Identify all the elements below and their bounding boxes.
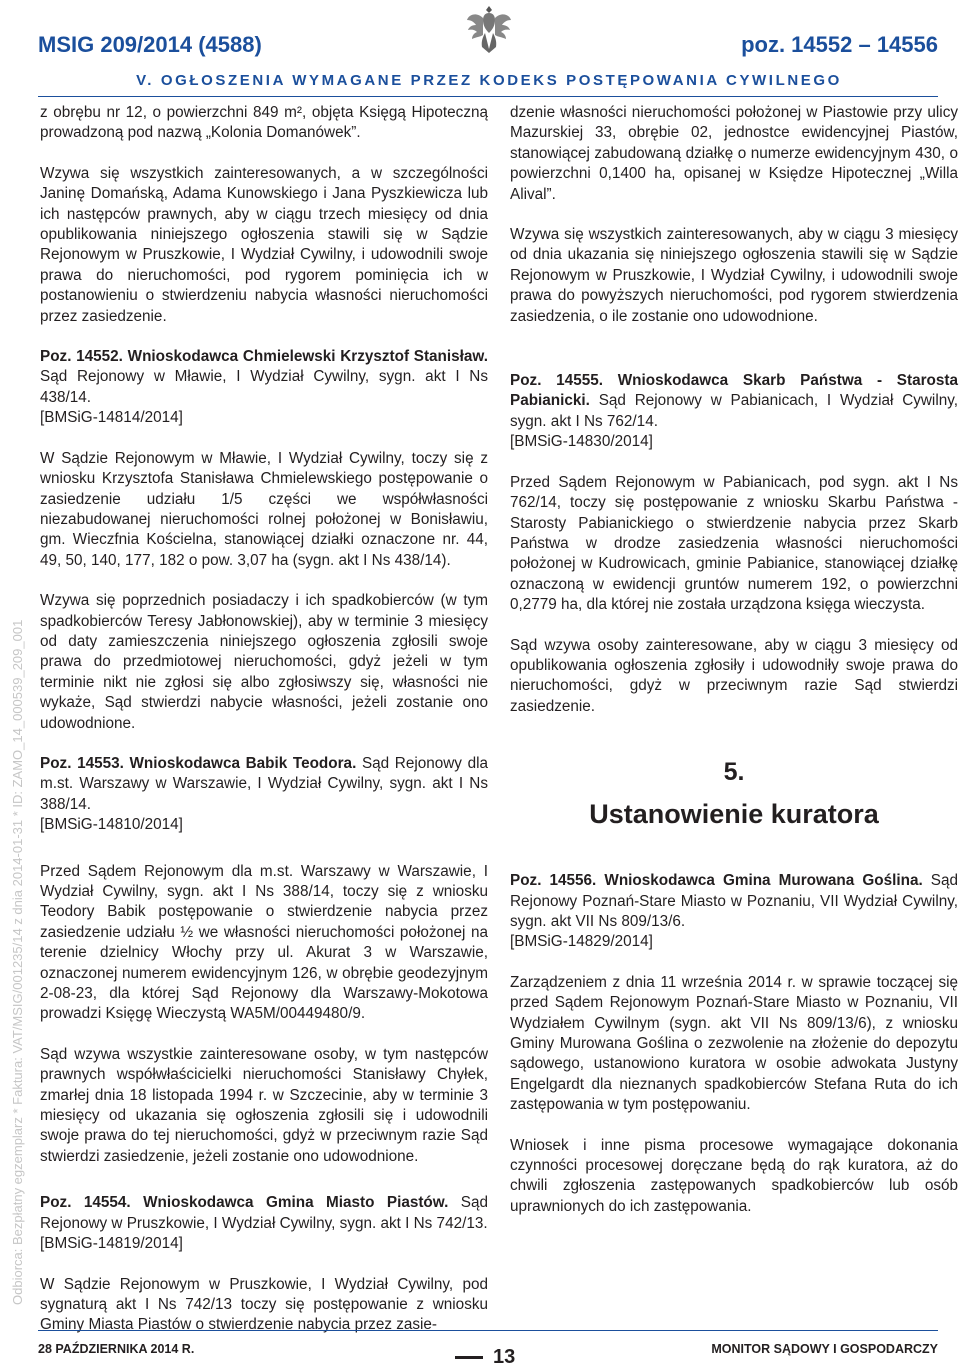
paragraph: W Sądzie Rejonowym w Mławie, I Wydział Cywilny, toczy się z wniosku Krzysztofa Stanisława Chmielewskiego postępowanie o zasiedzenie udziału 1/5 części we współwłasności niezabudowanej nieruchomości rolnej położonej w Bonisławiu, gm. Wieczfnia Kościelna, stanowiącej działki oznaczone nr. 44, 49, 50, 140, 177, 182 o pow. 3,07 ha (sygn. akt I Ns 438/14). (40, 449, 488, 569)
eagle-emblem-icon (465, 2, 513, 58)
publication-date: 28 PAŹDZIERNIKA 2014 R. (38, 1342, 195, 1356)
paragraph: Wzywa się wszystkich zainteresowanych, aby w ciągu 3 miesięcy od dnia ukazania się niniejszego ogłoszenia stawili się w Sądzie Rejonowym w Pruszkowie, I Wydział Cywilny, i udowodnili swoje prawa do powyższych nieruchomości, pod rygorem stwierdzenia zasiedzenia, o ile zostanie ono udowodnione. (510, 226, 958, 325)
footer-divider (38, 1330, 938, 1331)
entry-header (510, 871, 958, 932)
paragraph: Przed Sądem Rejonowym dla m.st. Warszawy w Warszawie, I Wydział Cywilny, sygn. akt I Ns 388/14, toczy się z wniosku Teodory Babik postępowanie o stwierdzenie nabycia przez zasiedzenie udziału ½ we własności nieruchomości położonej na terenie dzielnicy Włochy przy ul. Akurat 3 w Warszawie, oznaczonej numerem ewidencyjnym 126, w obrębie geodezyjnym 2-08-23, dla której Sąd Rejonowy dla Warszawy-Mokotowa prowadzi Księgę Wieczystą WA5M/00449480/9. (40, 862, 488, 1023)
paragraph: Przed Sądem Rejonowym w Pabianicach, pod sygn. akt I Ns 762/14, toczy się postępowanie z wniosku Skarbu Państwa - Starosty Pabianickiego o stwierdzenie nabycia przez Skarb Państwa w drodze zasiedzenia własności nieruchomości położonej w Kudrowicach, gminie Pabianice, stanowiącej działkę oznaczoną w ewidencji gruntów numerem 192, o powierzchni 0,2779 ha, dla której nie została urządzona księga wieczysta. (510, 473, 958, 614)
publication-name: MONITOR SĄDOWY I GOSPODARCZY (711, 1342, 938, 1356)
paragraph: W Sądzie Rejonowym w Pruszkowie, I Wydział Cywilny, pod sygnaturą akt I Ns 742/13 toczy się postępowanie z wniosku Gminy Miasta Piastów o stwierdzenie nabycia przez zasie- (40, 1275, 488, 1334)
entry-header (40, 347, 488, 408)
entry-title: Poz. 14553. Wnioskodawca Babik Teodora. (40, 754, 357, 772)
entry-title: Poz. 14554. Wnioskodawca Gmina Miasto Piastów. (40, 1194, 449, 1212)
entry-court: Sąd Rejonowy w Pruszkowie, I Wydział Cywilny, sygn. akt I Ns 742/13. (40, 1194, 489, 1232)
entry-ref: [BMSiG-14830/2014] (510, 433, 653, 451)
entry-header (510, 371, 958, 432)
entry-title: Poz. 14552. Wnioskodawca Chmielewski Krzysztof Stanisław. (40, 348, 488, 366)
entry-court: Sąd Rejonowy Poznań-Stare Miasto w Poznaniu, VII Wydział Cywilny, sygn. akt VII Ns 809/13/6. (510, 872, 958, 930)
chapter-title: Ustanowienie kuratora (589, 799, 879, 830)
paragraph: Wzywa się poprzednich posiadaczy i ich spadkobierców (w tym spadkobierców Teresy Jabłonowskiej), aby w terminie 3 miesięcy od daty zamieszczenia niniejszego ogłoszenia zgłosili swoje prawa do przedmiotowej nieruchomości, gdyż jeżeli w tym terminie nikt nie zgłosi się albo zgłosiwszy się, własności nie wykaże, Sąd stwierdzi nabycie własności, jeżeli zostanie ono udowodnione. (40, 592, 488, 732)
entry-court: Sąd Rejonowy dla m.st. Warszawy w Warszawie, I Wydział Cywilny, sygn. akt I Ns 388/14. (40, 754, 488, 813)
entry-ref: [BMSiG-14814/2014] (40, 409, 183, 427)
header-divider (38, 96, 938, 97)
paragraph: Wniosek i inne pisma procesowe wymagające dokonania czynności procesowej doręczane będą do rąk kuratora, aż do chwili zgłoszenia zastępowanych spadkobierców lub osób uprawnionych do ich zastępowania. (510, 1136, 958, 1215)
side-watermark: Odbiorca: Bezpłatny egzemplarz * Faktura: VAT/MSIG/001235/14 z dnia 2014-01-31 * ID: ZAMO_14_000539_209_001 (10, 619, 25, 1305)
entry-ref: [BMSiG-14810/2014] (40, 816, 183, 834)
section-title: V. OGŁOSZENIA WYMAGANE PRZEZ KODEKS POSTĘPOWANIA CYWILNEGO (136, 72, 842, 89)
entry-court: Sąd Rejonowy w Mławie, I Wydział Cywilny, sygn. akt I Ns 438/14. (40, 368, 488, 406)
chapter-number: 5. (723, 758, 745, 787)
entry-title: Poz. 14556. Wnioskodawca Gmina Murowana Goślina. (510, 872, 923, 890)
position-range: poz. 14552 – 14556 (741, 32, 938, 57)
entry-ref: [BMSiG-14819/2014] (40, 1235, 183, 1253)
entry-header (40, 1193, 488, 1234)
entry-court: Sąd Rejonowy w Pabianicach, I Wydział Cywilny, sygn. akt I Ns 762/14. (510, 392, 958, 430)
paragraph: z obrębu nr 12, o powierzchni 849 m², objęta Księgą Hipoteczną prowadzoną pod nazwą „Kolonia Domanówek”. (40, 104, 488, 142)
page-number: 13 (455, 1346, 515, 1369)
entry-ref: [BMSiG-14829/2014] (510, 933, 653, 951)
paragraph: Sąd wzywa osoby zainteresowane, aby w ciągu 3 miesięcy od opublikowania ogłoszenia zgłosiły i udowodniły swoje prawa do nieruchomości, gdyż w przeciwnym razie Sąd stwierdzi zasiedzenie. (510, 636, 958, 715)
entry-title: Poz. 14555. Wnioskodawca Skarb Państwa - Starosta Pabianicki. (510, 372, 958, 410)
paragraph: dzenie własności nieruchomości położonej w Piastowie przy ulicy Mazurskiej 33, obrębie 02, jednostce ewidencyjnej Piastów, stanowiącej zabudowaną działkę o numerze ewidencyjnym 430, o powierzchni 0,1400 ha, opisanej w Księdze Hipotecznej „Willa Alival”. (510, 104, 958, 203)
paragraph: Wzywa się wszystkich zainteresowanych, a w szczególności Janinę Domańską, Adama Kunowskiego i Jana Pyszkiewicza lub ich następców prawnych, aby w ciągu trzech miesięcy od dnia opublikowania niniejszego ogłoszenia stawili się w Sądzie Rejonowym w Pruszkowie, I Wydział Cywilny, i udowodnili swoje prawa do nieruchomości, pod rygorem pominięcia ich w postanowieniu o stwierdzeniu nabycia własności nieruchomości przez zasiedzenie. (40, 164, 488, 325)
left-column (40, 103, 488, 1336)
entry-header (40, 754, 488, 815)
paragraph: Sąd wzywa wszystkie zainteresowane osoby, w tym następców prawnych współwłaścicielki nieruchomości Stanisławy Chyłek, zmarłej dnia 18 listopada 1994 r. w Szczecinie, aby w terminie 3 miesięcy od ukazania się ogłoszenia zgłosili się i udowodnili swoje prawa do tej nieruchomości, gdyż w przeciwnym razie Sąd stwierdzi zasiedzenie, jeżeli zostanie ono udowodnione. (40, 1045, 488, 1165)
journal-issue: MSIG 209/2014 (4588) (38, 32, 262, 57)
paragraph: Zarządzeniem z dnia 11 września 2014 r. w sprawie toczącej się przed Sądem Rejonowym Poznań-Stare Miasto w Poznaniu, VII Wydziałem Cywilnym (sygn. akt VII Ns 809/13/6), z wniosku Gminy Murowana Goślina o zezwolenie na złożenie do depozytu sądowego, ustanowiono kuratora w osobie adwokata Justyny Engelgardt dla nieznanych spadkobierców Stefana Ruta do ich zastępowania w tym postępowaniu. (510, 973, 958, 1114)
right-column (510, 103, 958, 1217)
